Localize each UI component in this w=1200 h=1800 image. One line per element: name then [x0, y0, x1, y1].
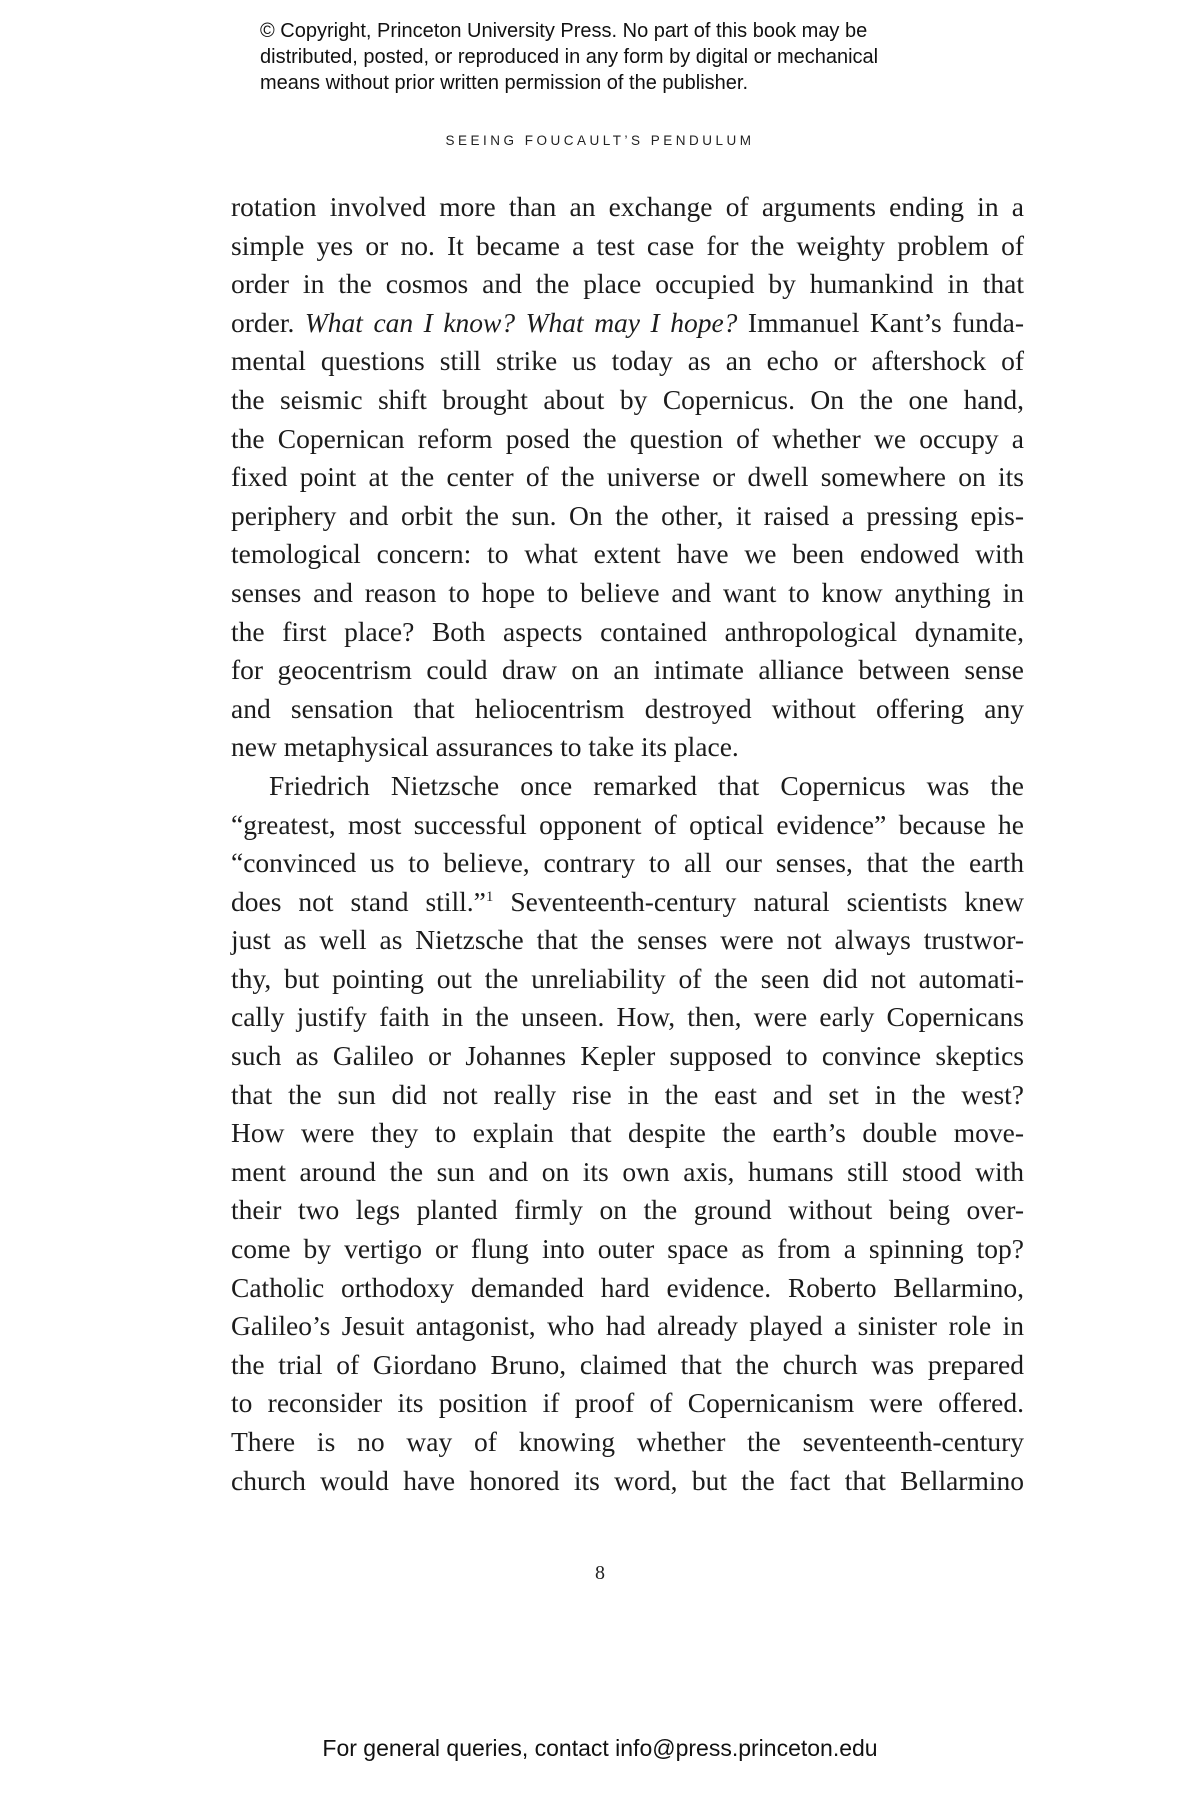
copyright-notice [260, 18, 1020, 96]
text-line: and sensation that heliocentrism destroyed without offering any [231, 692, 1024, 724]
text-line: “greatest, most successful opponent of optical evidence” because he [231, 808, 1024, 840]
text-line: order in the cosmos and the place occupied by humankind in that [231, 268, 1024, 300]
page-number: 8 [595, 1562, 605, 1584]
italic-kant-questions: What can I know? What may I hope? [304, 306, 738, 338]
text-line: Friedrich Nietzsche once remarked that Copernicus was the [269, 769, 1024, 801]
text-line: fixed point at the center of the universe or dwell somewhere on its [231, 461, 1024, 493]
paragraph-2 [231, 767, 1024, 1500]
text-line: the seismic shift brought about by Copernicus. On the one hand, [231, 383, 1024, 415]
text-line: How were they to explain that despite the earth’s double move- [231, 1117, 1024, 1149]
text-run: order. [231, 306, 305, 338]
text-line: temological concern: to what extent have we been endowed with [231, 538, 1024, 570]
text-line: such as Galileo or Johannes Kepler supposed to convince skeptics [231, 1040, 1024, 1072]
text-line: their two legs planted firmly on the ground without being over- [231, 1194, 1024, 1226]
text-run: does not stand still.” [231, 885, 486, 917]
text-line: new metaphysical assurances to take its place. [231, 731, 739, 763]
text-run: Immanuel Kant’s funda- [737, 306, 1024, 338]
text-run: Seventeenth-century natural scientists knew [493, 885, 1024, 917]
text-line: to reconsider its position if proof of Copernicanism were offered. [231, 1387, 1024, 1419]
text-line: simple yes or no. It became a test case for the weighty problem of [231, 229, 1024, 261]
body-text [231, 188, 1024, 1500]
text-line [231, 304, 1024, 343]
footer-contact[interactable]: For general queries, contact info@press.princeton.edu [322, 1735, 878, 1761]
text-line: just as well as Nietzsche that the senses were not always trustwor- [231, 924, 1024, 956]
text-line: the trial of Giordano Bruno, claimed that the church was prepared [231, 1348, 1024, 1380]
running-head: SEEING FOUCAULT’S PENDULUM [445, 133, 755, 148]
text-line: Catholic orthodoxy demanded hard evidence. Roberto Bellarmino, [231, 1271, 1024, 1303]
copyright-line: © Copyright, Princeton University Press. No part of this book may be [260, 20, 868, 42]
text-line: ment around the sun and on its own axis, humans still stood with [231, 1155, 1024, 1187]
text-line: senses and reason to hope to believe and want to know anything in [231, 576, 1024, 608]
text-line: the first place? Both aspects contained anthropological dynamite, [231, 615, 1024, 647]
text-line [231, 883, 1024, 922]
text-line: thy, but pointing out the unreliability of the seen did not automati- [231, 962, 1024, 994]
text-line: Galileo’s Jesuit antagonist, who had already played a sinister role in [231, 1310, 1024, 1342]
text-line: cally justify faith in the unseen. How, then, were early Copernicans [231, 1001, 1024, 1033]
footnote-marker: 1 [485, 888, 494, 905]
copyright-line: means without prior written permission of the publisher. [260, 72, 749, 94]
text-line: There is no way of knowing whether the seventeenth-century [231, 1426, 1024, 1457]
text-line: come by vertigo or flung into outer space as from a spinning top? [231, 1233, 1024, 1265]
text-line: periphery and orbit the sun. On the other, it raised a pressing epis- [231, 499, 1024, 531]
text-line: “convinced us to believe, contrary to all our senses, that the earth [231, 847, 1024, 879]
text-line: mental questions still strike us today as an echo or aftershock of [231, 345, 1024, 377]
paragraph-1 [231, 188, 1024, 767]
text-line: rotation involved more than an exchange of arguments ending in a [231, 191, 1024, 222]
copyright-line: distributed, posted, or reproduced in any form by digital or mechanical [260, 46, 879, 68]
text-line: the Copernican reform posed the question of whether we occupy a [231, 422, 1024, 454]
text-line: for geocentrism could draw on an intimate alliance between sense [231, 654, 1024, 686]
text-line: church would have honored its word, but the fact that Bellarmino [231, 1464, 1024, 1496]
text-line: that the sun did not really rise in the east and set in the west? [231, 1078, 1024, 1110]
